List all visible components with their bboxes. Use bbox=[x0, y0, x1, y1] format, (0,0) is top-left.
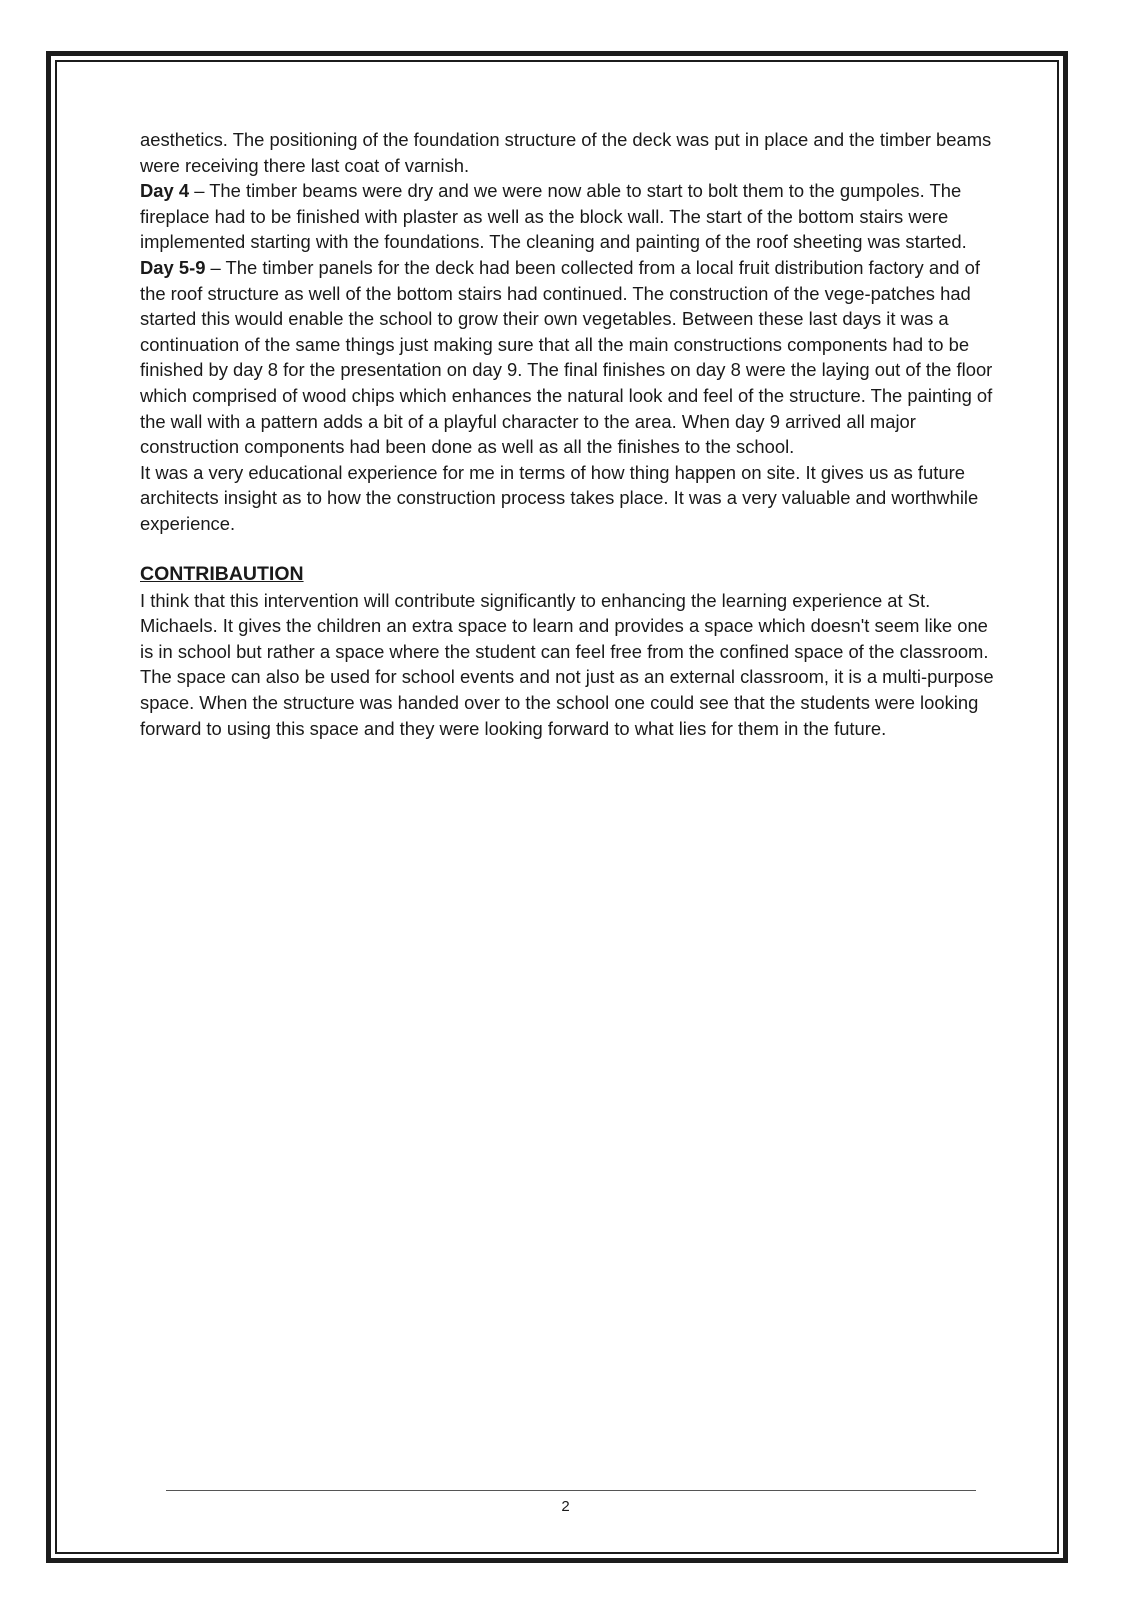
footer-divider bbox=[166, 1490, 976, 1491]
document-body bbox=[140, 127, 1002, 741]
day-5-9-paragraph bbox=[140, 255, 1002, 460]
reflection-paragraph: It was a very educational experience for me in terms of how thing happen on site. It gives us as future architects insight as to how the construction process takes place. It was a very valuable and worthwhile experience. bbox=[140, 461, 979, 534]
day-4-label: Day 4 bbox=[140, 180, 190, 202]
day-5-9-text: – The timber panels for the deck had been collected from a local fruit distribution factory and of the roof structure as well of the bottom stairs had continued. The construction of the vege-patches had started this would enable the school to grow their own vegetables. Between these last days it was a continuation of the same things just making sure that all the main constructions components had to be finished by day 8 for the presentation on day 9. The final finishes on day 8 were the laying out of the floor which comprised of wood chips which enhances the natural look and feel of the structure. The painting of the wall with a pattern adds a bit of a playful character to the area. When day 9 arrived all major construction components had been done as well as all the finishes to the school. bbox=[140, 256, 993, 458]
page-number: 2 bbox=[561, 1498, 570, 1515]
intro-paragraph: aesthetics. The positioning of the foundation structure of the deck was put in place and the timber beams were receiving there last coat of varnish. bbox=[140, 129, 992, 176]
section-spacer bbox=[140, 537, 1002, 563]
day-5-9-label: Day 5-9 bbox=[140, 256, 206, 278]
contribution-heading: CONTRIBAUTION bbox=[140, 563, 304, 586]
day-4-paragraph bbox=[140, 178, 1002, 255]
day-4-text: – The timber beams were dry and we were now able to start to bolt them to the gumpoles. The fireplace had to be finished with plaster as well as the block wall. The start of the bottom stairs were implemented starting with the foundations. The cleaning and painting of the roof sheeting was started. bbox=[140, 180, 967, 253]
contribution-paragraph: I think that this intervention will contribute significantly to enhancing the learning experience at St. Michaels. It gives the children an extra space to learn and provides a space which doesn't seem like one is in school but rather a space where the student can feel free from the confined space of the classroom. The space can also be used for school events and not just as an external classroom, it is a multi-purpose space. When the structure was handed over to the school one could see that the students were looking forward to using this space and they were looking forward to what lies for them in the future. bbox=[140, 589, 994, 739]
